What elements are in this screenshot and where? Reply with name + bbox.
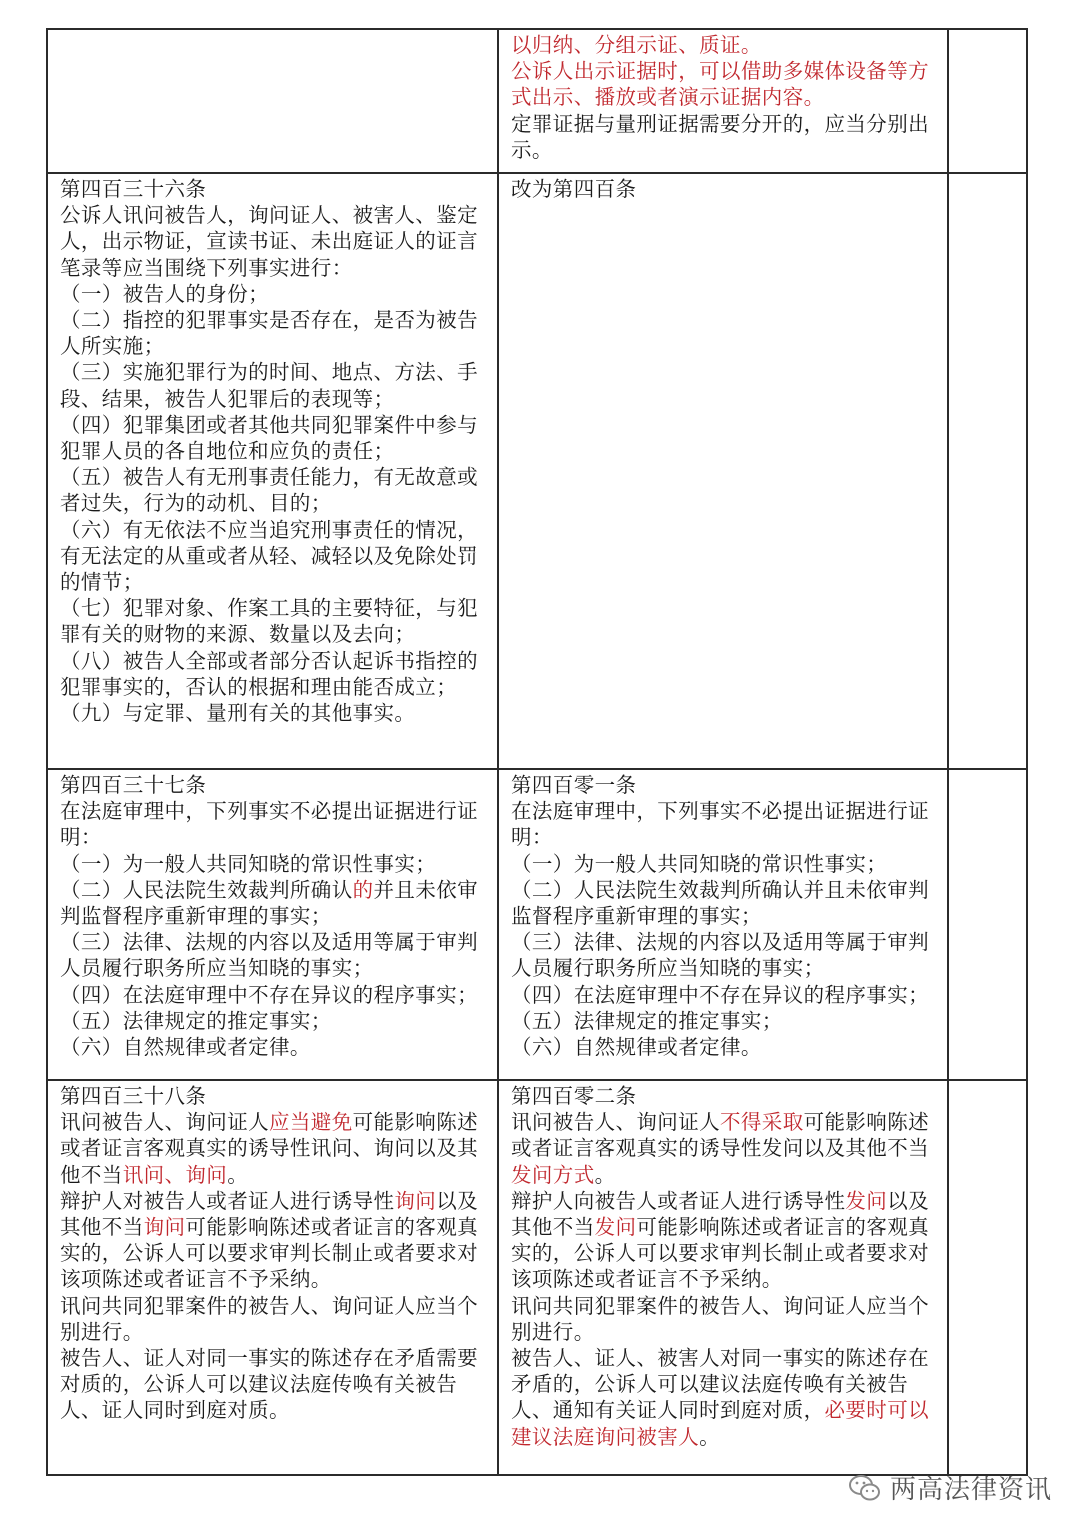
text-segment: （三）法律、法规的内容以及适用等属于审判人员履行职务所应当知晓的事实； bbox=[511, 930, 929, 981]
paragraph bbox=[60, 1345, 489, 1424]
highlighted-text: 以归纳、分组示证、质证。 bbox=[511, 33, 762, 57]
highlighted-text: 应当避免 bbox=[269, 1110, 353, 1135]
paragraph bbox=[511, 929, 939, 981]
watermark bbox=[848, 1469, 1052, 1506]
highlighted-text: 讯问、询问 bbox=[122, 1162, 228, 1187]
text-segment: （三）实施犯罪行为的时间、地点、方法、手段、结果，被告人犯罪后的表现等； bbox=[60, 360, 478, 411]
new-article-cell bbox=[498, 769, 948, 1080]
paragraph bbox=[60, 1188, 489, 1293]
note-cell bbox=[948, 769, 1027, 1080]
text-segment: （七）犯罪对象、作案工具的主要特征，与犯罪有关的财物的来源、数量以及去向； bbox=[60, 596, 478, 647]
old-article-cell bbox=[47, 173, 498, 769]
text-segment: 可能影响陈述或者证言客观真实的诱导性讯问、询问以及其他不当 bbox=[60, 1110, 479, 1187]
paragraph bbox=[60, 1109, 489, 1188]
text-segment: （四）在法庭审理中不存在异议的程序事实； bbox=[511, 982, 929, 1007]
old-article-cell bbox=[47, 29, 498, 173]
paragraph bbox=[60, 700, 489, 726]
text-segment: 以及其他不当 bbox=[511, 1188, 930, 1240]
text-segment: 第四百三十七条 bbox=[60, 773, 207, 797]
text-segment: （八）被告人全部或者部分否认起诉书指控的犯罪事实的，否认的根据和理由能否成立； bbox=[60, 648, 478, 699]
paragraph bbox=[511, 1293, 939, 1345]
paragraph bbox=[60, 1034, 489, 1060]
text-segment: 被告人、证人、被害人对同一事实的陈述存在矛盾的，公诉人可以建议法庭传唤有关被告人、通知有关证人同时到庭对质， bbox=[511, 1346, 929, 1423]
paragraph bbox=[60, 1083, 489, 1109]
text-segment: 第四百零一条 bbox=[511, 773, 637, 797]
note-cell bbox=[948, 1080, 1027, 1475]
text-segment: （六）自然规律或者定律。 bbox=[60, 1035, 311, 1060]
paragraph bbox=[60, 929, 489, 981]
paragraph bbox=[60, 1008, 489, 1034]
paragraph bbox=[511, 982, 939, 1008]
paragraph bbox=[511, 772, 939, 798]
paragraph bbox=[60, 1293, 489, 1345]
paragraph bbox=[60, 648, 489, 700]
text-segment: 讯问共同犯罪案件的被告人、询问证人应当个别进行。 bbox=[60, 1293, 478, 1344]
text-segment: 在法庭审理中，下列事实不必提出证据进行证明： bbox=[60, 799, 478, 850]
text-segment: 辩护人对被告人或者证人进行诱导性 bbox=[60, 1188, 395, 1213]
text-segment: 改为第四百条 bbox=[511, 177, 637, 201]
paragraph bbox=[60, 412, 489, 464]
highlighted-text: 询问 bbox=[143, 1215, 186, 1240]
text-segment: 被告人、证人对同一事实的陈述存在矛盾需要对质的，公诉人可以建议法庭传唤有关被告人、证人同时到庭对质。 bbox=[60, 1346, 478, 1423]
text-segment: 第四百三十六条 bbox=[60, 177, 207, 201]
comparison-table bbox=[46, 28, 1028, 1476]
text-segment: 讯问共同犯罪案件的被告人、询问证人应当个别进行。 bbox=[511, 1293, 929, 1344]
note-cell bbox=[948, 173, 1027, 769]
watermark-text: 两高法律资讯 bbox=[889, 1475, 1052, 1505]
new-article-cell bbox=[498, 1080, 948, 1475]
paragraph bbox=[60, 202, 489, 281]
paragraph bbox=[60, 307, 489, 359]
highlighted-text: 的 bbox=[352, 877, 374, 902]
text-segment: 以及其他不当 bbox=[60, 1188, 479, 1240]
text-segment: （五）被告人有无刑事责任能力，有无故意或者过失，行为的动机、目的； bbox=[60, 465, 478, 516]
paragraph bbox=[60, 595, 489, 647]
paragraph bbox=[511, 798, 939, 850]
text-segment: （五）法律规定的推定事实； bbox=[511, 1008, 783, 1033]
text-segment: 可能影响陈述或者证言的客观真实的，公诉人可以要求审判长制止或者要求对该项陈述或者证言不予采纳。 bbox=[511, 1215, 930, 1292]
highlighted-text: 发问方式 bbox=[511, 1162, 595, 1187]
text-segment: （一）为一般人共同知晓的常识性事实； bbox=[60, 851, 437, 876]
text-segment: 。 bbox=[699, 1424, 721, 1449]
text-segment: 第四百零二条 bbox=[511, 1084, 637, 1108]
highlighted-text: 发问 bbox=[845, 1188, 888, 1213]
text-segment: 第四百三十八条 bbox=[60, 1084, 207, 1108]
new-article-cell bbox=[498, 29, 948, 173]
paragraph bbox=[60, 798, 489, 850]
text-segment: 定罪证据与量刑证据需要分开的，应当分别出示。 bbox=[511, 111, 929, 162]
text-segment: （六）有无依法不应当追究刑事责任的情况，有无法定的从重或者从轻、减轻以及免除处罚的情节； bbox=[60, 517, 478, 595]
highlighted-text: 公诉人出示证据时，可以借助多媒体设备等方式出示、播放或者演示证据内容。 bbox=[511, 59, 929, 110]
table-row bbox=[47, 29, 1027, 173]
paragraph bbox=[60, 772, 489, 798]
text-segment: （四）犯罪集团或者其他共同犯罪案件中参与犯罪人员的各自地位和应负的责任； bbox=[60, 412, 478, 464]
text-segment: 可能影响陈述或者证言客观真实的诱导性发问以及其他不当 bbox=[511, 1110, 930, 1161]
text-segment: （二）指控的犯罪事实是否存在，是否为被告人所实施； bbox=[60, 308, 478, 359]
text-segment: 讯问被告人、询问证人 bbox=[511, 1110, 720, 1135]
text-segment: 辩护人向被告人或者证人进行诱导性 bbox=[511, 1188, 846, 1213]
paragraph bbox=[511, 1188, 939, 1293]
paragraph bbox=[511, 851, 939, 877]
text-segment: 讯问被告人、询问证人 bbox=[60, 1110, 269, 1135]
paragraph bbox=[511, 1008, 939, 1034]
paragraph bbox=[511, 877, 939, 929]
paragraph bbox=[511, 1345, 939, 1450]
text-segment: （一）被告人的身份； bbox=[60, 281, 269, 306]
paragraph bbox=[60, 359, 489, 411]
text-segment: 公诉人讯问被告人，询问证人、被害人、鉴定人，出示物证，宣读书证、未出庭证人的证言笔录等应当围绕下列事实进行： bbox=[60, 203, 478, 280]
paragraph bbox=[511, 1034, 939, 1060]
text-segment: （二）人民法院生效裁判所确认 bbox=[60, 877, 353, 902]
wechat-icon bbox=[848, 1473, 882, 1503]
text-segment: （九）与定罪、量刑有关的其他事实。 bbox=[60, 701, 416, 726]
paragraph bbox=[511, 32, 939, 58]
table-row bbox=[47, 769, 1027, 1080]
highlighted-text: 询问 bbox=[394, 1188, 437, 1213]
paragraph bbox=[511, 1109, 939, 1188]
text-segment: （六）自然规律或者定律。 bbox=[511, 1035, 762, 1060]
text-segment: （五）法律规定的推定事实； bbox=[60, 1008, 332, 1033]
text-segment: 可能影响陈述或者证言的客观真实的，公诉人可以要求审判长制止或者要求对该项陈述或者证言不予采纳。 bbox=[60, 1215, 479, 1292]
table-row bbox=[47, 1080, 1027, 1475]
paragraph bbox=[60, 851, 489, 877]
note-cell bbox=[948, 29, 1027, 173]
text-segment: 并且未依审判监督程序重新审理的事实； bbox=[60, 877, 479, 929]
paragraph bbox=[511, 1083, 939, 1109]
highlighted-text: 不得采取 bbox=[720, 1110, 804, 1135]
paragraph bbox=[511, 111, 939, 163]
text-segment: （四）在法庭审理中不存在异议的程序事实； bbox=[60, 982, 478, 1007]
text-segment: （二）人民法院生效裁判所确认并且未依审判监督程序重新审理的事实； bbox=[511, 877, 929, 929]
paragraph bbox=[60, 877, 489, 929]
paragraph bbox=[511, 176, 939, 202]
paragraph bbox=[60, 982, 489, 1008]
paragraph bbox=[60, 517, 489, 596]
text-segment: 在法庭审理中，下列事实不必提出证据进行证明： bbox=[511, 799, 929, 850]
paragraph bbox=[60, 176, 489, 202]
text-segment: 。 bbox=[227, 1162, 249, 1187]
paragraph bbox=[60, 464, 489, 516]
text-segment: （一）为一般人共同知晓的常识性事实； bbox=[511, 851, 888, 876]
highlighted-text: 发问 bbox=[594, 1215, 637, 1240]
new-article-cell bbox=[498, 173, 948, 769]
text-segment: 。 bbox=[594, 1162, 616, 1187]
highlighted-text: 必要时可以建议法庭询问被害人 bbox=[511, 1398, 929, 1449]
old-article-cell bbox=[47, 1080, 498, 1475]
text-segment: （三）法律、法规的内容以及适用等属于审判人员履行职务所应当知晓的事实； bbox=[60, 930, 478, 981]
table-row bbox=[47, 173, 1027, 769]
paragraph bbox=[60, 281, 489, 307]
old-article-cell bbox=[47, 769, 498, 1080]
paragraph bbox=[511, 58, 939, 110]
